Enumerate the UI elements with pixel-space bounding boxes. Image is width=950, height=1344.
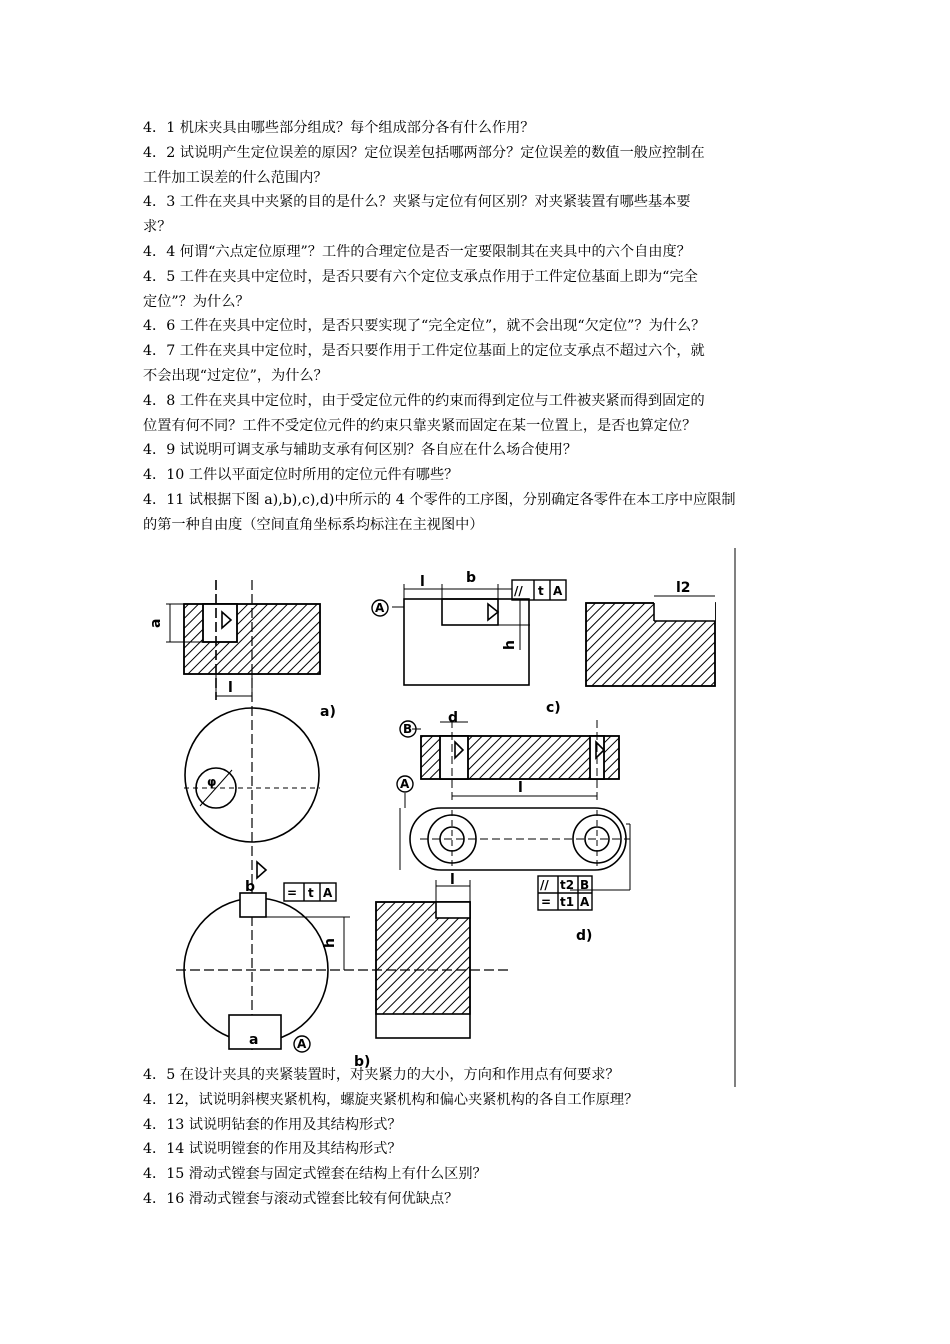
d-tol1-sym: // bbox=[540, 878, 549, 892]
c-dim-h: h bbox=[502, 640, 518, 650]
question-line: 4．9 试说明可调支承与辅助支承有何区别？各自应在什么场合使用？ bbox=[143, 442, 578, 459]
c-dim-b: b bbox=[466, 570, 477, 586]
question-line: 4．4 何谓“六点定位原理”？工件的合理定位是否一定要限制其在夹具中的六个自由度？ bbox=[143, 243, 691, 260]
label-b: b) bbox=[354, 1054, 371, 1070]
d-tol2-val: t1 bbox=[560, 895, 575, 909]
d-datum-b: B bbox=[403, 722, 413, 736]
c-tol-datum: A bbox=[553, 584, 563, 598]
c-tol-sym: // bbox=[514, 584, 523, 598]
b-dim-h: h bbox=[322, 938, 338, 948]
question-line: 求？ bbox=[143, 219, 172, 236]
d-datum-a: A bbox=[400, 777, 410, 791]
question-line: 4．1 机床夹具由哪些部分组成？每个组成部分各有什么作用？ bbox=[143, 120, 535, 136]
c-datum-a: A bbox=[375, 601, 385, 615]
figure-c bbox=[392, 584, 715, 686]
b-dim-l: l bbox=[450, 872, 455, 888]
b-dim-b: b bbox=[245, 879, 256, 895]
question-line: 4．12，试说明斜楔夹紧机构，螺旋夹紧机构和偏心夹紧机构的各自工作原理？ bbox=[143, 1091, 639, 1108]
question-line: 4．7 工件在夹具中定位时，是否只要作用于工件定位基面上的定位支承点不超过六个，就 bbox=[143, 343, 705, 360]
label-a: a) bbox=[320, 704, 336, 720]
question-line: 4．14 试说明镗套的作用及其结构形式？ bbox=[143, 1141, 402, 1158]
question-line: 4．11 试根据下图 a),b),c),d)中所示的 4 个零件的工序图，分别确定各零件在本工序中应限制 bbox=[143, 491, 736, 508]
question-line: 4．6 工件在夹具中定位时，是否只要实现了“完全定位”，就不会出现“欠定位”？为什么？ bbox=[143, 318, 706, 335]
question-line: 4．2 试说明产生定位误差的原因？定位误差包括哪两部分？定位误差的数值一般应控制在 bbox=[143, 144, 705, 161]
d-tol2-datum: A bbox=[580, 895, 590, 909]
c-tol-val: t bbox=[538, 584, 544, 598]
question-line: 不会出现“过定位”，为什么？ bbox=[143, 367, 328, 384]
questions-bottom bbox=[143, 1063, 811, 1212]
b-tol-datum: A bbox=[323, 886, 333, 900]
figure-b-side bbox=[376, 880, 470, 1038]
b-phi: φ bbox=[207, 775, 217, 789]
c-dim-l2: l2 bbox=[676, 580, 691, 596]
b-dim-a: a bbox=[249, 1032, 259, 1048]
label-c: c) bbox=[546, 700, 561, 716]
question-line: 4．3 工件在夹具中夹紧的目的是什么？夹紧与定位有何区别？对夹紧装置有哪些基本要 bbox=[143, 194, 691, 211]
question-line: 4．8 工件在夹具中定位时，由于受定位元件的约束而得到定位与工件被夹紧而得到固定的 bbox=[143, 392, 705, 409]
question-line: 4．10 工件以平面定位时所用的定位元件有哪些？ bbox=[143, 467, 459, 484]
c-dim-l: l bbox=[420, 574, 425, 590]
b-datum-a: A bbox=[297, 1037, 307, 1051]
a-dim-a: a bbox=[148, 618, 164, 628]
question-line: 4．13 试说明钻套的作用及其结构形式？ bbox=[143, 1116, 402, 1133]
d-dim-l: l bbox=[518, 780, 523, 796]
question-line: 4．16 滑动式镗套与滚动式镗套比较有何优缺点？ bbox=[143, 1190, 459, 1207]
label-d: d) bbox=[576, 928, 593, 944]
question-line: 位置有何不同？工件不受定位元件的约束只靠夹紧而固定在某一位置上，是否也算定位？ bbox=[143, 417, 697, 434]
question-line: 4．5 在设计夹具的夹紧装置时，对夹紧力的大小，方向和作用点有何要求？ bbox=[143, 1067, 620, 1083]
question-line: 4．5 工件在夹具中定位时，是否只要有六个定位支承点作用于工件定位基面上即为“完全 bbox=[143, 268, 698, 285]
a-dim-l: l bbox=[228, 680, 233, 696]
question-line: 工件加工误差的什么范围内？ bbox=[143, 169, 328, 186]
d-dim-d: d bbox=[448, 710, 459, 726]
b-tol-val: t bbox=[308, 886, 314, 900]
d-tol2-sym: = bbox=[541, 895, 552, 909]
figure-d bbox=[400, 720, 630, 890]
b-tol-sym: = bbox=[287, 886, 298, 900]
d-tol1-val: t2 bbox=[560, 878, 575, 892]
d-tol1-datum: B bbox=[580, 878, 590, 892]
question-line: 定位”？为什么？ bbox=[143, 293, 250, 310]
question-line: 4．15 滑动式镗套与固定式镗套在结构上有什么区别？ bbox=[143, 1166, 487, 1183]
a-slot bbox=[203, 604, 237, 642]
question-line: 的第一种自由度（空间直角坐标系均标注在主视图中） bbox=[143, 516, 484, 533]
figure-a bbox=[166, 580, 320, 1050]
